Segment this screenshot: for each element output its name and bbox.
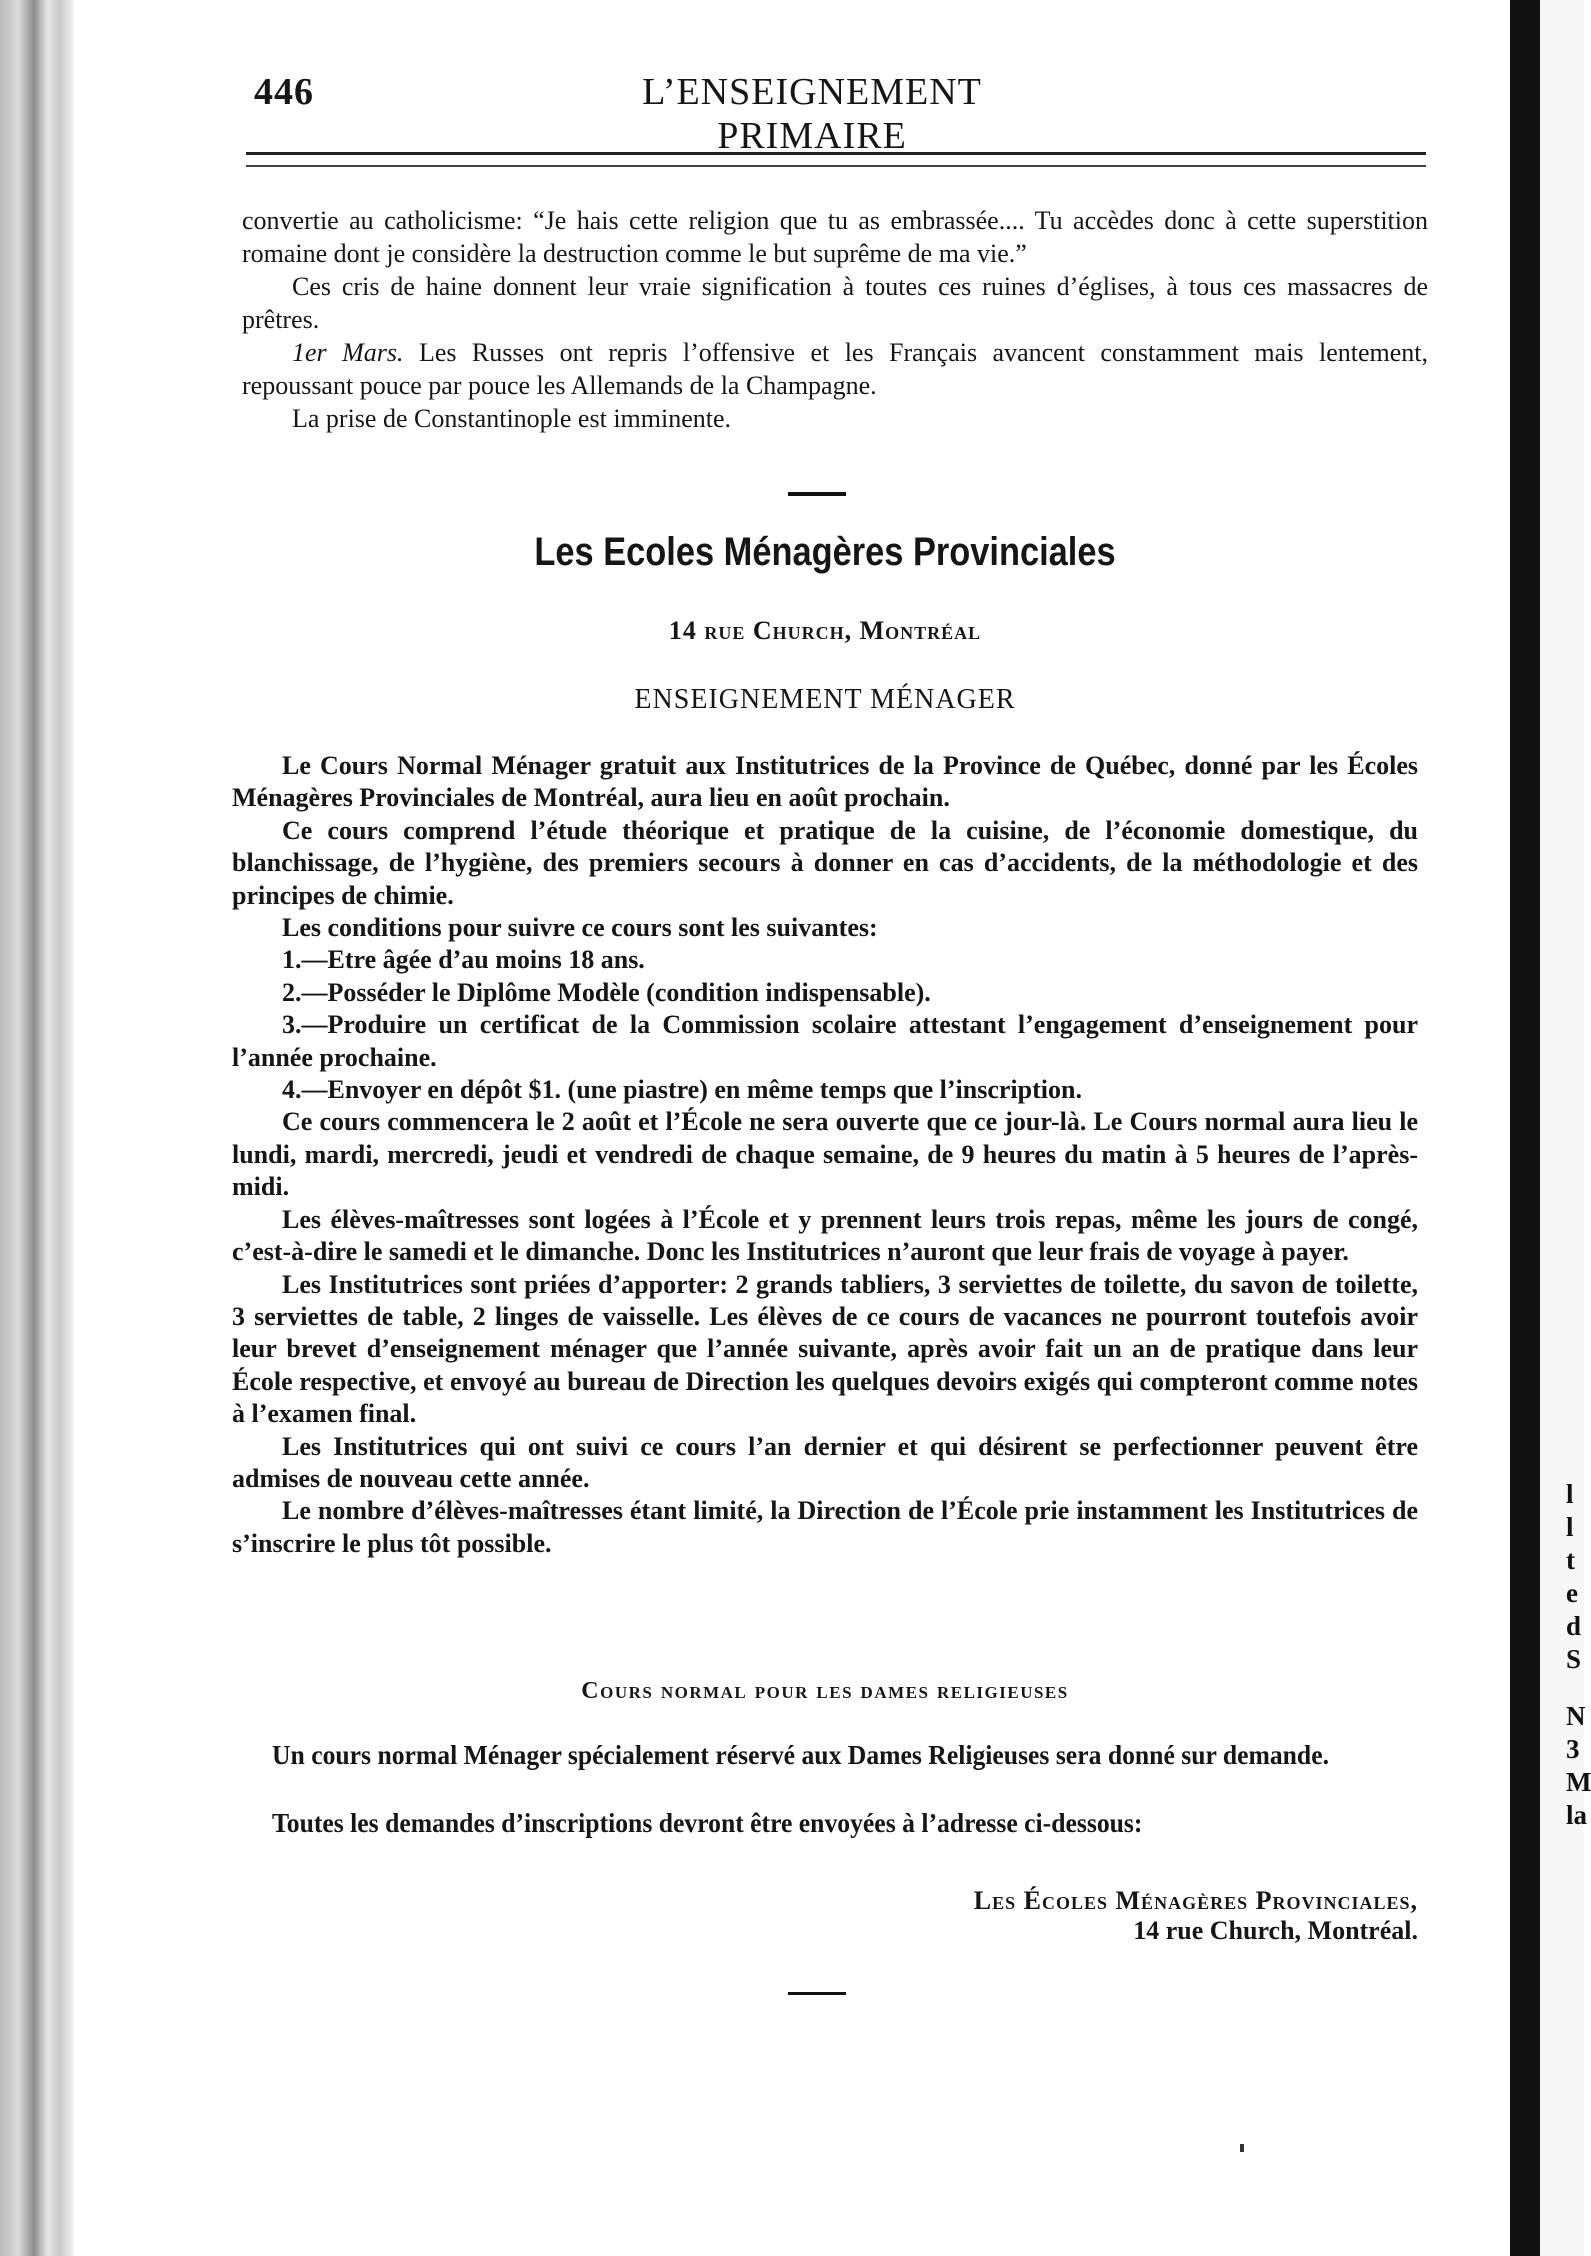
paragraph-supplies: Les Institutrices sont priées d’apporter: 2 grands tabliers, 3 serviettes de toilette, du savon de toilette, 3 serviettes de table, 2 linges de vaisselle. Les élèves de ce cours de vacances ne pourront toutefois avoir leur brevet d’enseignement ménager que l’année suivante, après avoir fait un an de pratique dans leur École respective, et envoyé au bureau de Direction les quelques devoirs exigés qui compteront comme notes à l’examen final.: [232, 1269, 1418, 1429]
end-divider: [788, 1992, 846, 1995]
intro-paragraph-2: Ces cris de haine donnent leur vraie signification à toutes ces ruines d’églises, à tous ces massacres de prêtres.: [242, 272, 1428, 334]
paragraph-limit: Le nombre d’élèves-maîtresses étant limité, la Direction de l’École prie instamment les Institutrices de s’inscrire le plus tôt possible.: [232, 1496, 1418, 1558]
condition-item: 2.—Posséder le Diplôme Modèle (condition indispensable).: [282, 977, 931, 1007]
paragraph-returning: Les Institutrices qui ont suivi ce cours l’an dernier et qui désirent se perfectionner peuvent être admises de nouveau cette année.: [232, 1431, 1418, 1493]
facing-page-edge: [1540, 0, 1591, 2256]
section-heading: ENSEIGNEMENT MÉNAGER: [634, 684, 1016, 715]
intro-paragraph-3: 1er Mars. Les Russes ont repris l’offensive et les Français avancent constamment mais lentement, repoussant pouce par pouce les Allemands de la Champagne.: [242, 338, 1428, 400]
running-head: [242, 70, 1418, 157]
condition-item: 3.—Produire un certificat de la Commission scolaire attestant l’engagement d’enseignement pour l’année prochaine.: [232, 1010, 1418, 1072]
running-title: L’ENSEIGNEMENT PRIMAIRE: [642, 71, 982, 157]
article-address: 14 rue Church, Montréal: [668, 616, 982, 645]
article-body: [232, 750, 1418, 1560]
paragraph-course-content: Ce cours comprend l’étude théorique et pratique de la cuisine, de l’économie domestique, du blanchissage, de l’hygiène, des premiers secours à donner en cas d’accidents, de la méthodologie et des principes de chimie.: [232, 815, 1418, 910]
page-number: 446: [254, 71, 314, 113]
condition-item: 1.—Etre âgée d’au moins 18 ans.: [282, 945, 645, 975]
religious-course-line: Un cours normal Ménager spécialement réservé aux Dames Religieuses sera donné sur demande.: [272, 1740, 1329, 1770]
address-instruction-line: Toutes les demandes d’inscriptions devront être envoyées à l’adresse ci-dessous:: [272, 1808, 1143, 1838]
religious-course-heading: Cours normal pour les dames religieuses: [581, 1678, 1069, 1704]
paragraph-schedule: Ce cours commencera le 2 août et l’École ne sera ouverte que ce jour-là. Le Cours normal aura lieu le lundi, mardi, mercredi, jeudi et vendredi de chaque semaine, de 9 heures du matin à 5 heures de l’après-midi.: [232, 1107, 1418, 1202]
date-label: 1er Mars.: [292, 338, 404, 367]
article-title: Les Ecoles Ménagères Provinciales: [534, 530, 1116, 574]
signature-street: 14 rue Church, Montréal.: [1133, 1916, 1418, 1945]
facing-page-letters: l l t e d S N 3 M la: [1566, 1479, 1591, 1830]
paragraph-lodging: Les élèves-maîtresses sont logées à l’École et y prennent leurs trois repas, même les jours de congé, c’est-à-dire le samedi et le dimanche. Donc les Institutrices n’auront que leur frais de voyage à payer.: [232, 1204, 1418, 1267]
condition-item: 4.—Envoyer en dépôt $1. (une piastre) en même temps que l’inscription.: [282, 1075, 1082, 1105]
signature-block: [832, 1886, 1418, 1946]
paragraph-conditions: Les conditions pour suivre ce cours sont les suivantes:: [282, 913, 878, 943]
header-double-rule: [246, 152, 1426, 167]
intro-paragraph-1: convertie au catholicisme: “Je hais cette religion que tu as embrassée.... Tu accèdes donc à cette superstition romaine dont je considère la destruction comme le but suprême de ma vie.”: [242, 206, 1428, 268]
scan-speck: [1240, 2144, 1244, 2152]
intro-paragraph-4: La prise de Constantinople est imminente.: [292, 404, 732, 433]
intro-text: [242, 204, 1428, 435]
signature-name: Les Écoles Ménagères Provinciales,: [973, 1886, 1418, 1915]
page: [232, 60, 1428, 2210]
paragraph-course-intro: Le Cours Normal Ménager gratuit aux Institutrices de la Province de Québec, donné par les Écoles Ménagères Provinciales de Montréal, aura lieu en août prochain.: [232, 751, 1418, 813]
section-divider: [788, 492, 846, 496]
scan-left-edge: [0, 0, 74, 2256]
